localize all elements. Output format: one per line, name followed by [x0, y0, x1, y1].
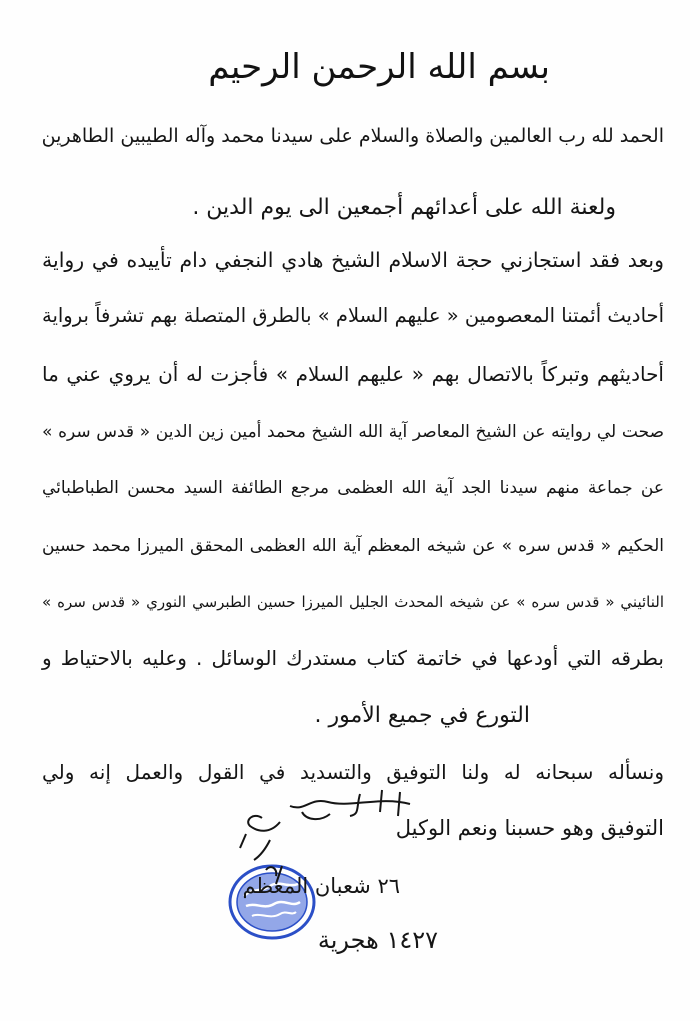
text-line-1: الحمد لله رب العالمين والصلاة والسلام على سيدنا محمد وآله الطيبين الطاهرين	[41, 125, 664, 147]
signature-flourish-icon	[210, 782, 420, 862]
text-line-4: أحاديث أئمتنا المعصومين « عليهم السلام » بالطرق المتصلة بهم تشرفاً برواية	[42, 304, 664, 327]
text-line-5: أحاديثهم وتبركاً بالاتصال بهم « عليهم السلام » فأجزت له أن يروي عني ما	[42, 362, 664, 386]
text-line-9: النائيني « قدس سره » عن شيخه المحدث الجليل الميرزا حسين الطبرسي النوري « قدس سره »	[42, 593, 664, 611]
date-year: ١٤٢٧ هجرية	[317, 926, 438, 954]
text-line-7: عن جماعة منهم سيدنا الجد آية الله العظمى مرجع الطائفة السيد محسن الطباطبائي	[42, 478, 664, 498]
date-day-month: ٢٦ شعبان المعظم	[242, 874, 400, 898]
text-line-13: التوفيق وهو حسبنا ونعم الوكيل	[395, 816, 664, 840]
text-line-10: بطرقه التي أودعها في خاتمة كتاب مستدرك الوسائل . وعليه بالاحتياط و	[42, 646, 664, 670]
text-line-11: التورع في جميع الأمور .	[314, 703, 530, 728]
text-line-8: الحكيم « قدس سره » عن شيخه المعظم آية الله العظمى المحقق الميرزا محمد حسين	[42, 536, 664, 556]
text-line-3: وبعد فقد استجازني حجة الاسلام الشيخ هادي النجفي دام تأييده في رواية	[42, 248, 664, 272]
text-line-12: ونسأله سبحانه له ولنا التوفيق والتسديد في القول والعمل إنه ولي	[42, 760, 664, 784]
basmala-heading: بسم الله الرحمن الرحيم	[208, 47, 550, 87]
text-line-6: صحت لي روايته عن الشيخ المعاصر آية الله الشيخ محمد أمين زين الدين « قدس سره »	[42, 422, 664, 442]
text-line-2: ولعنة الله على أعدائهم أجمعين الى يوم الدين .	[192, 195, 616, 220]
signature	[210, 782, 420, 862]
